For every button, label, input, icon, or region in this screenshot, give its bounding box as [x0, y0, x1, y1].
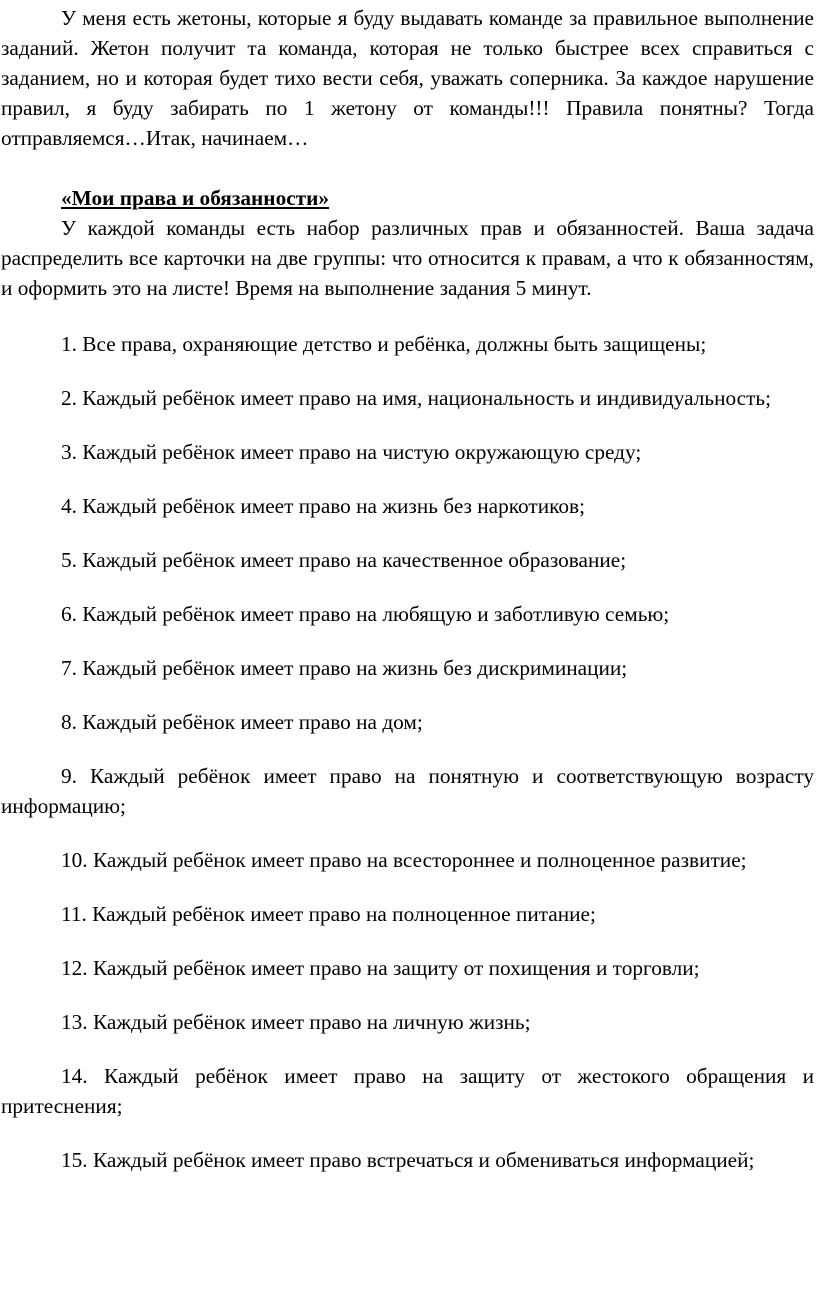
list-item: 12. Каждый ребёнок имеет право на защиту от похищения и торговли; — [61, 956, 700, 980]
list-item: 9. Каждый ребёнок имеет право на понятную и соответствующую возрасту информацию; — [1, 764, 814, 818]
task-paragraph: У каждой команды есть набор различных прав и обязанностей. Ваша задача распределить все карточки на две группы: что относится к правам, а что к обязанностям, и оформить это на листе! Время на выполнение задания 5 минут. — [1, 216, 814, 300]
document-page — [0, 3, 816, 1293]
list-item: 1. Все права, охраняющие детство и ребёнка, должны быть защищены; — [61, 332, 707, 356]
list-item: 5. Каждый ребёнок имеет право на качественное образование; — [61, 548, 627, 572]
list-item: 10. Каждый ребёнок имеет право на всестороннее и полноценное развитие; — [61, 848, 747, 872]
list-item: 4. Каждый ребёнок имеет право на жизнь без наркотиков; — [61, 494, 586, 518]
intro-paragraph: У меня есть жетоны, которые я буду выдавать команде за правильное выполнение заданий. Жетон получит та команда, которая не только быстрее всех справиться с заданием, но и которая будет тихо вести себя, уважать соперника. За каждое нарушение правил, я буду забирать по 1 жетону от команды!!! Правила понятны? Тогда отправляемся…Итак, начинаем… — [1, 6, 814, 150]
list-item: 11. Каждый ребёнок имеет право на полноценное питание; — [61, 902, 596, 926]
rights-list — [1, 329, 814, 1175]
list-item: 14. Каждый ребёнок имеет право на защиту от жестокого обращения и притеснения; — [1, 1064, 814, 1118]
list-item: 2. Каждый ребёнок имеет право на имя, национальность и индивидуальность; — [61, 386, 772, 410]
list-item: 3. Каждый ребёнок имеет право на чистую окружающую среду; — [61, 440, 642, 464]
list-item: 7. Каждый ребёнок имеет право на жизнь без дискриминации; — [61, 656, 628, 680]
list-item: 8. Каждый ребёнок имеет право на дом; — [61, 710, 423, 734]
section-title: «Мои права и обязанности» — [61, 186, 330, 210]
list-item: 6. Каждый ребёнок имеет право на любящую и заботливую семью; — [61, 602, 670, 626]
list-item: 15. Каждый ребёнок имеет право встречаться и обмениваться информацией; — [61, 1148, 755, 1172]
list-item: 13. Каждый ребёнок имеет право на личную жизнь; — [61, 1010, 531, 1034]
